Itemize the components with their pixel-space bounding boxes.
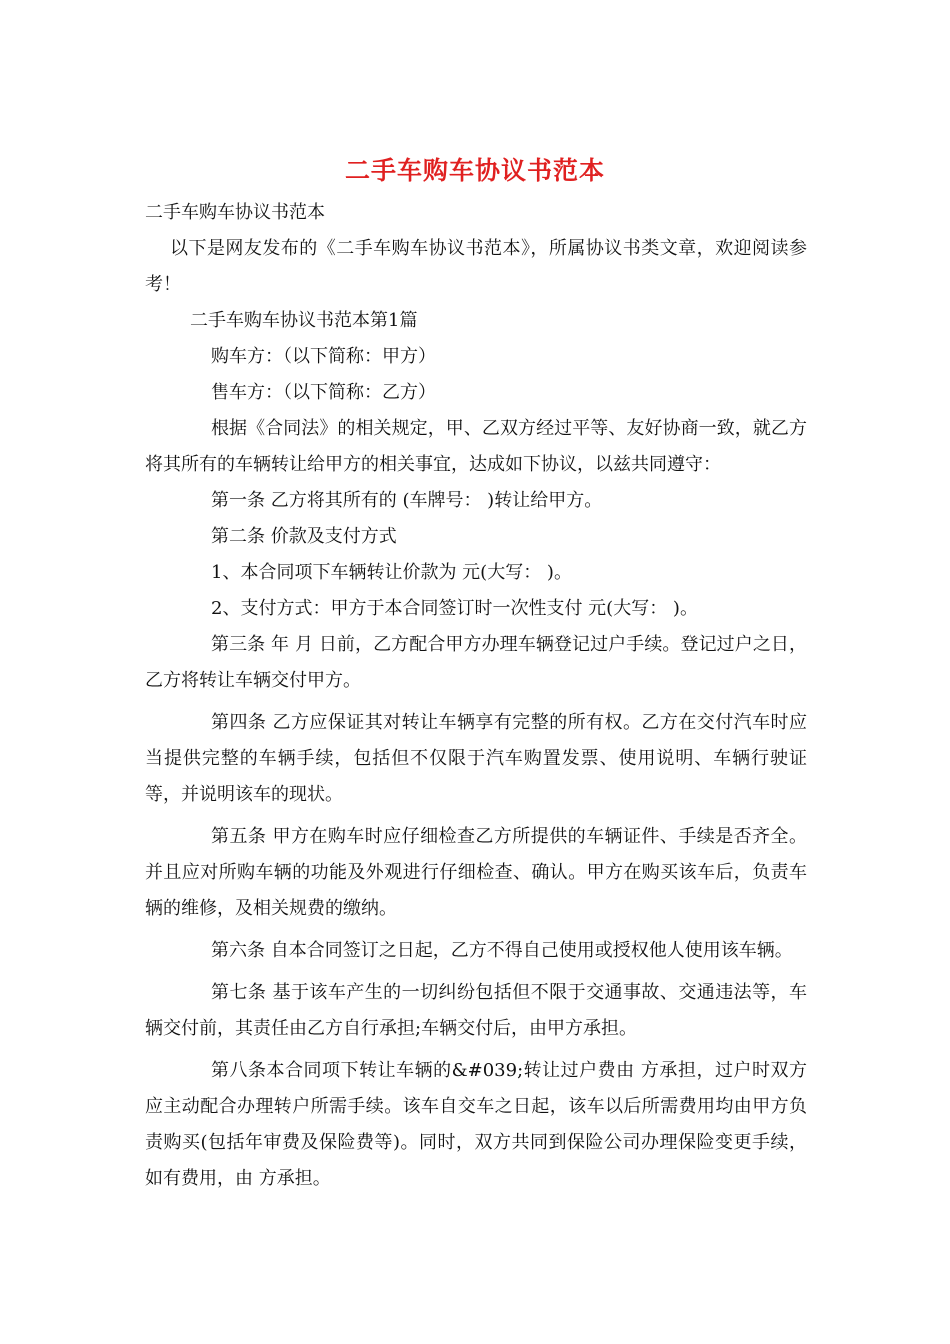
seller-line: 售车方：（以下简称：乙方）: [211, 382, 436, 403]
article-6: 第六条 自本合同签订之日起，乙方不得自己使用或授权他人使用该车辆。: [211, 940, 793, 961]
document-body: [145, 195, 807, 1197]
article-2-item-1: 1、本合同项下车辆转让价款为 元(大写： )。: [211, 562, 572, 583]
subtitle-line: 二手车购车协议书范本: [145, 202, 325, 223]
article-7: 第七条 基于该车产生的一切纠纷包括但不限于交通事故、交通违法等，车辆交付前，其责任由乙方自行承担;车辆交付后，由甲方承担。: [145, 982, 807, 1039]
article-2-item-2: 2、支付方式：甲方于本合同签订时一次性支付 元(大写： )。: [211, 598, 698, 619]
article-5: 第五条 甲方在购车时应仔细检查乙方所提供的车辆证件、手续是否齐全。并且应对所购车辆的功能及外观进行仔细检查、确认。甲方在购买该车后，负责车辆的维修，及相关规费的缴纳。: [145, 826, 807, 919]
article-8: 第八条本合同项下转让车辆的&#039;转让过户费由 方承担，过户时双方应主动配合办理转户所需手续。该车自交车之日起，该车以后所需费用均由甲方负责购买(包括年审费及保险费等)。同时，双方共同到保险公司办理保险变更手续，如有费用，由 方承担。: [145, 1060, 807, 1189]
preamble-paragraph: 根据《合同法》的相关规定，甲、乙双方经过平等、友好协商一致，就乙方将其所有的车辆转让给甲方的相关事宜，达成如下协议，以兹共同遵守：: [145, 418, 807, 475]
article-4: 第四条 乙方应保证其对转让车辆享有完整的所有权。乙方在交付汽车时应当提供完整的车辆手续，包括但不仅限于汽车购置发票、使用说明、车辆行驶证等，并说明该车的现状。: [145, 712, 807, 805]
article-2: 第二条 价款及支付方式: [211, 526, 397, 547]
document-title: 二手车购车协议书范本: [344, 156, 605, 185]
section-heading: 二手车购车协议书范本第1篇: [190, 310, 418, 331]
article-3: 第三条 年 月 日前，乙方配合甲方办理车辆登记过户手续。登记过户之日，乙方将转让车辆交付甲方。: [145, 634, 807, 691]
intro-paragraph: 以下是网友发布的《二手车购车协议书范本》，所属协议书类文章，欢迎阅读参考！: [145, 238, 807, 295]
article-1: 第一条 乙方将其所有的 (车牌号： )转让给甲方。: [211, 490, 603, 511]
buyer-line: 购车方：（以下简称：甲方）: [211, 346, 436, 367]
